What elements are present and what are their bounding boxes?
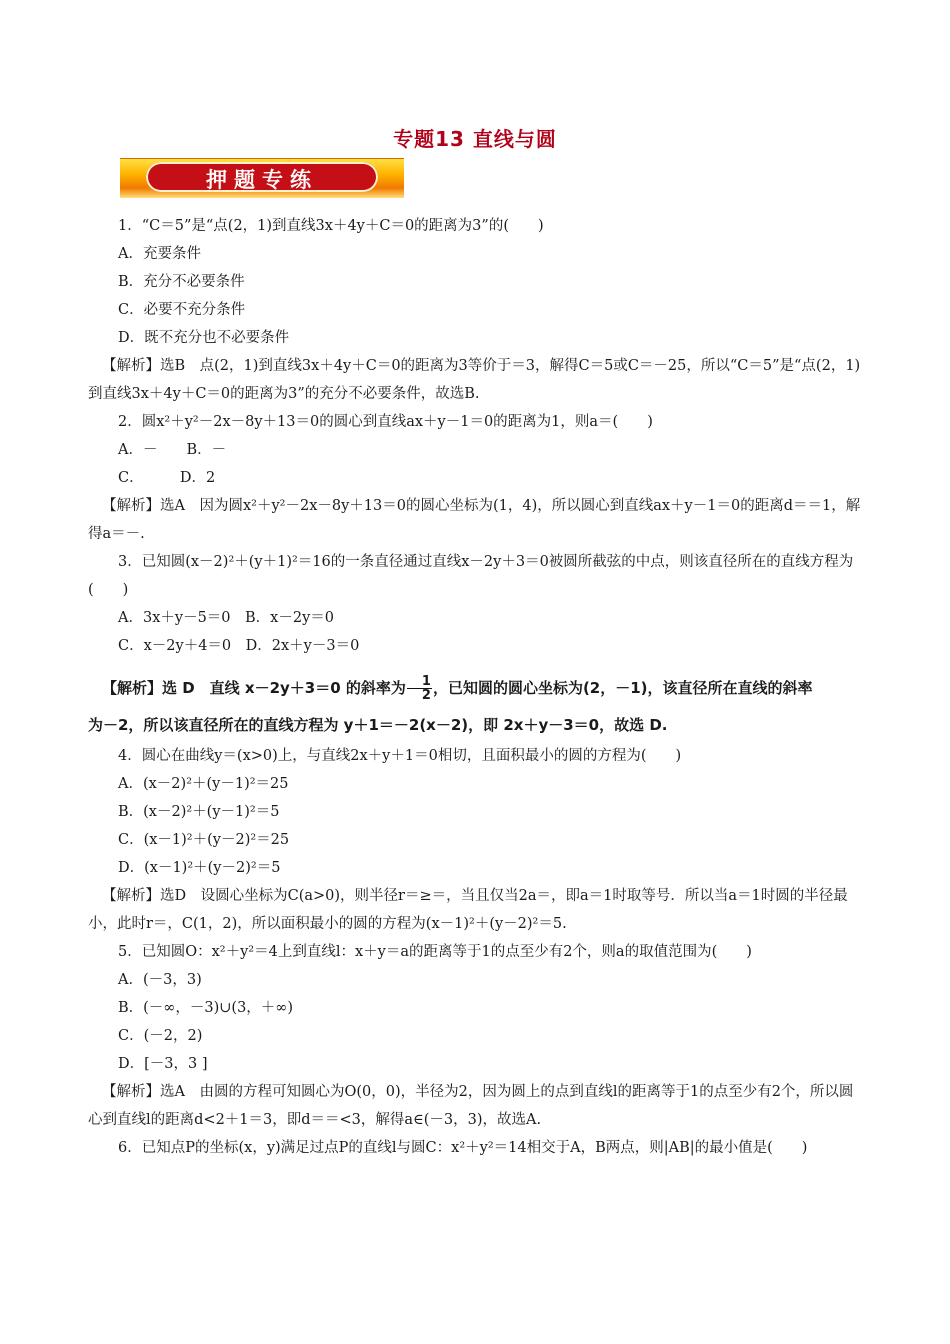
text-line: C．(－2，2) [118, 1028, 203, 1044]
q3-analysis-line-2: 为－2，所以该直径所在的直线方程为 y＋1＝－2(x－2)，即 2x＋y－3＝0，故选 D. [88, 716, 668, 734]
fraction: $\frac{1}{2}$ [407, 675, 432, 702]
text-line: C．(x－1)²＋(y－2)²＝25 [118, 832, 290, 848]
text-line: 3．已知圆(x－2)²＋(y＋1)²＝16的一条直径通过直线x－2y＋3＝0被圆所截弦的中点，则该直径所在的直线方程为( ) [88, 554, 854, 598]
text-line: A．(－3，3) [118, 972, 202, 988]
text-line: 【解析】选A 因为圆x²＋y²－2x－8y＋13＝0的圆心坐标为(1，4)，所以圆心到直线ax＋y－1＝0的距离d＝＝1，解得a＝－. [88, 498, 861, 542]
text-line: D．既不充分也不必要条件 [118, 330, 290, 346]
text-line: B．(x－2)²＋(y－1)²＝5 [118, 804, 280, 820]
text-line: C．x－2y＋4＝0 D．2x＋y－3＝0 [118, 638, 360, 654]
text-line: B．(－∞，－3)∪(3，＋∞) [118, 1000, 294, 1016]
text-line: 4．圆心在曲线y＝(x>0)上，与直线2x＋y＋1＝0相切，且面积最小的圆的方程为( ) [118, 748, 682, 764]
banner-badge [146, 162, 378, 192]
text-line: C． D．2 [118, 470, 216, 486]
text-line: 5．已知圆O：x²＋y²＝4上到直线l：x＋y＝a的距离等于1的点至少有2个，则a的取值范围为( ) [118, 944, 752, 960]
text-line: 2．圆x²＋y²－2x－8y＋13＝0的圆心到直线ax＋y－1＝0的距离为1，则a＝( ) [118, 414, 653, 430]
text-line: B．充分不必要条件 [118, 274, 245, 290]
q3-analysis-line-1: 【解析】选 D 直线 x－2y＋3＝0 的斜率为 $\frac{1}{2}$ ，已知圆的圆心坐标为(2，－1)，该直径所在直线的斜率 [102, 674, 813, 703]
questions-1-3 [88, 212, 866, 660]
text-line: 【解析】选A 由圆的方程可知圆心为O(0，0)，半径为2，因为圆上的点到直线l的距离等于1的点至少有2个，所以圆心到直线l的距离d<2＋1＝3，即d＝＝<3，解得a∈(－3，3)，故选A. [88, 1084, 854, 1128]
text-line: 【解析】选B 点(2，1)到直线3x＋4y＋C＝0的距离为3等价于＝3，解得C＝5或C＝－25，所以“C＝5”是“点(2，1)到直线3x＋4y＋C＝0的距离为3”的充分不必要条件，故选B. [88, 358, 861, 402]
text-line: 【解析】选D 设圆心坐标为C(a>0)，则半径r＝≥＝，当且仅当2a＝，即a＝1时取等号．所以当a＝1时圆的半径最小，此时r＝，C(1，2)，所以面积最小的圆的方程为(x－1)²＋(y－2)²＝5. [88, 888, 848, 932]
text-line: D．(x－1)²＋(y－2)²＝5 [118, 860, 281, 876]
banner-label: 押题专练 [206, 168, 318, 192]
text-line: A．(x－2)²＋(y－1)²＝25 [118, 776, 289, 792]
text-line: A．3x＋y－5＝0 B．x－2y＝0 [118, 610, 334, 626]
text-line: A．充要条件 [118, 246, 201, 262]
section-banner [120, 158, 404, 198]
text-line: 1．“C＝5”是“点(2，1)到直线3x＋4y＋C＝0的距离为3”的( ) [118, 218, 544, 234]
text-line: C．必要不充分条件 [118, 302, 246, 318]
document-body [88, 212, 866, 1162]
text-line: 6．已知点P的坐标(x，y)满足过点P的直线l与圆C：x²＋y²＝14相交于A，B两点，则|AB|的最小值是( ) [118, 1140, 808, 1156]
questions-4-6 [88, 742, 866, 1162]
page-title: 专题13 直线与圆 [393, 127, 557, 151]
text-line: A．－ B．－ [118, 442, 227, 458]
text-line: D．[－3，3 ] [118, 1056, 208, 1072]
